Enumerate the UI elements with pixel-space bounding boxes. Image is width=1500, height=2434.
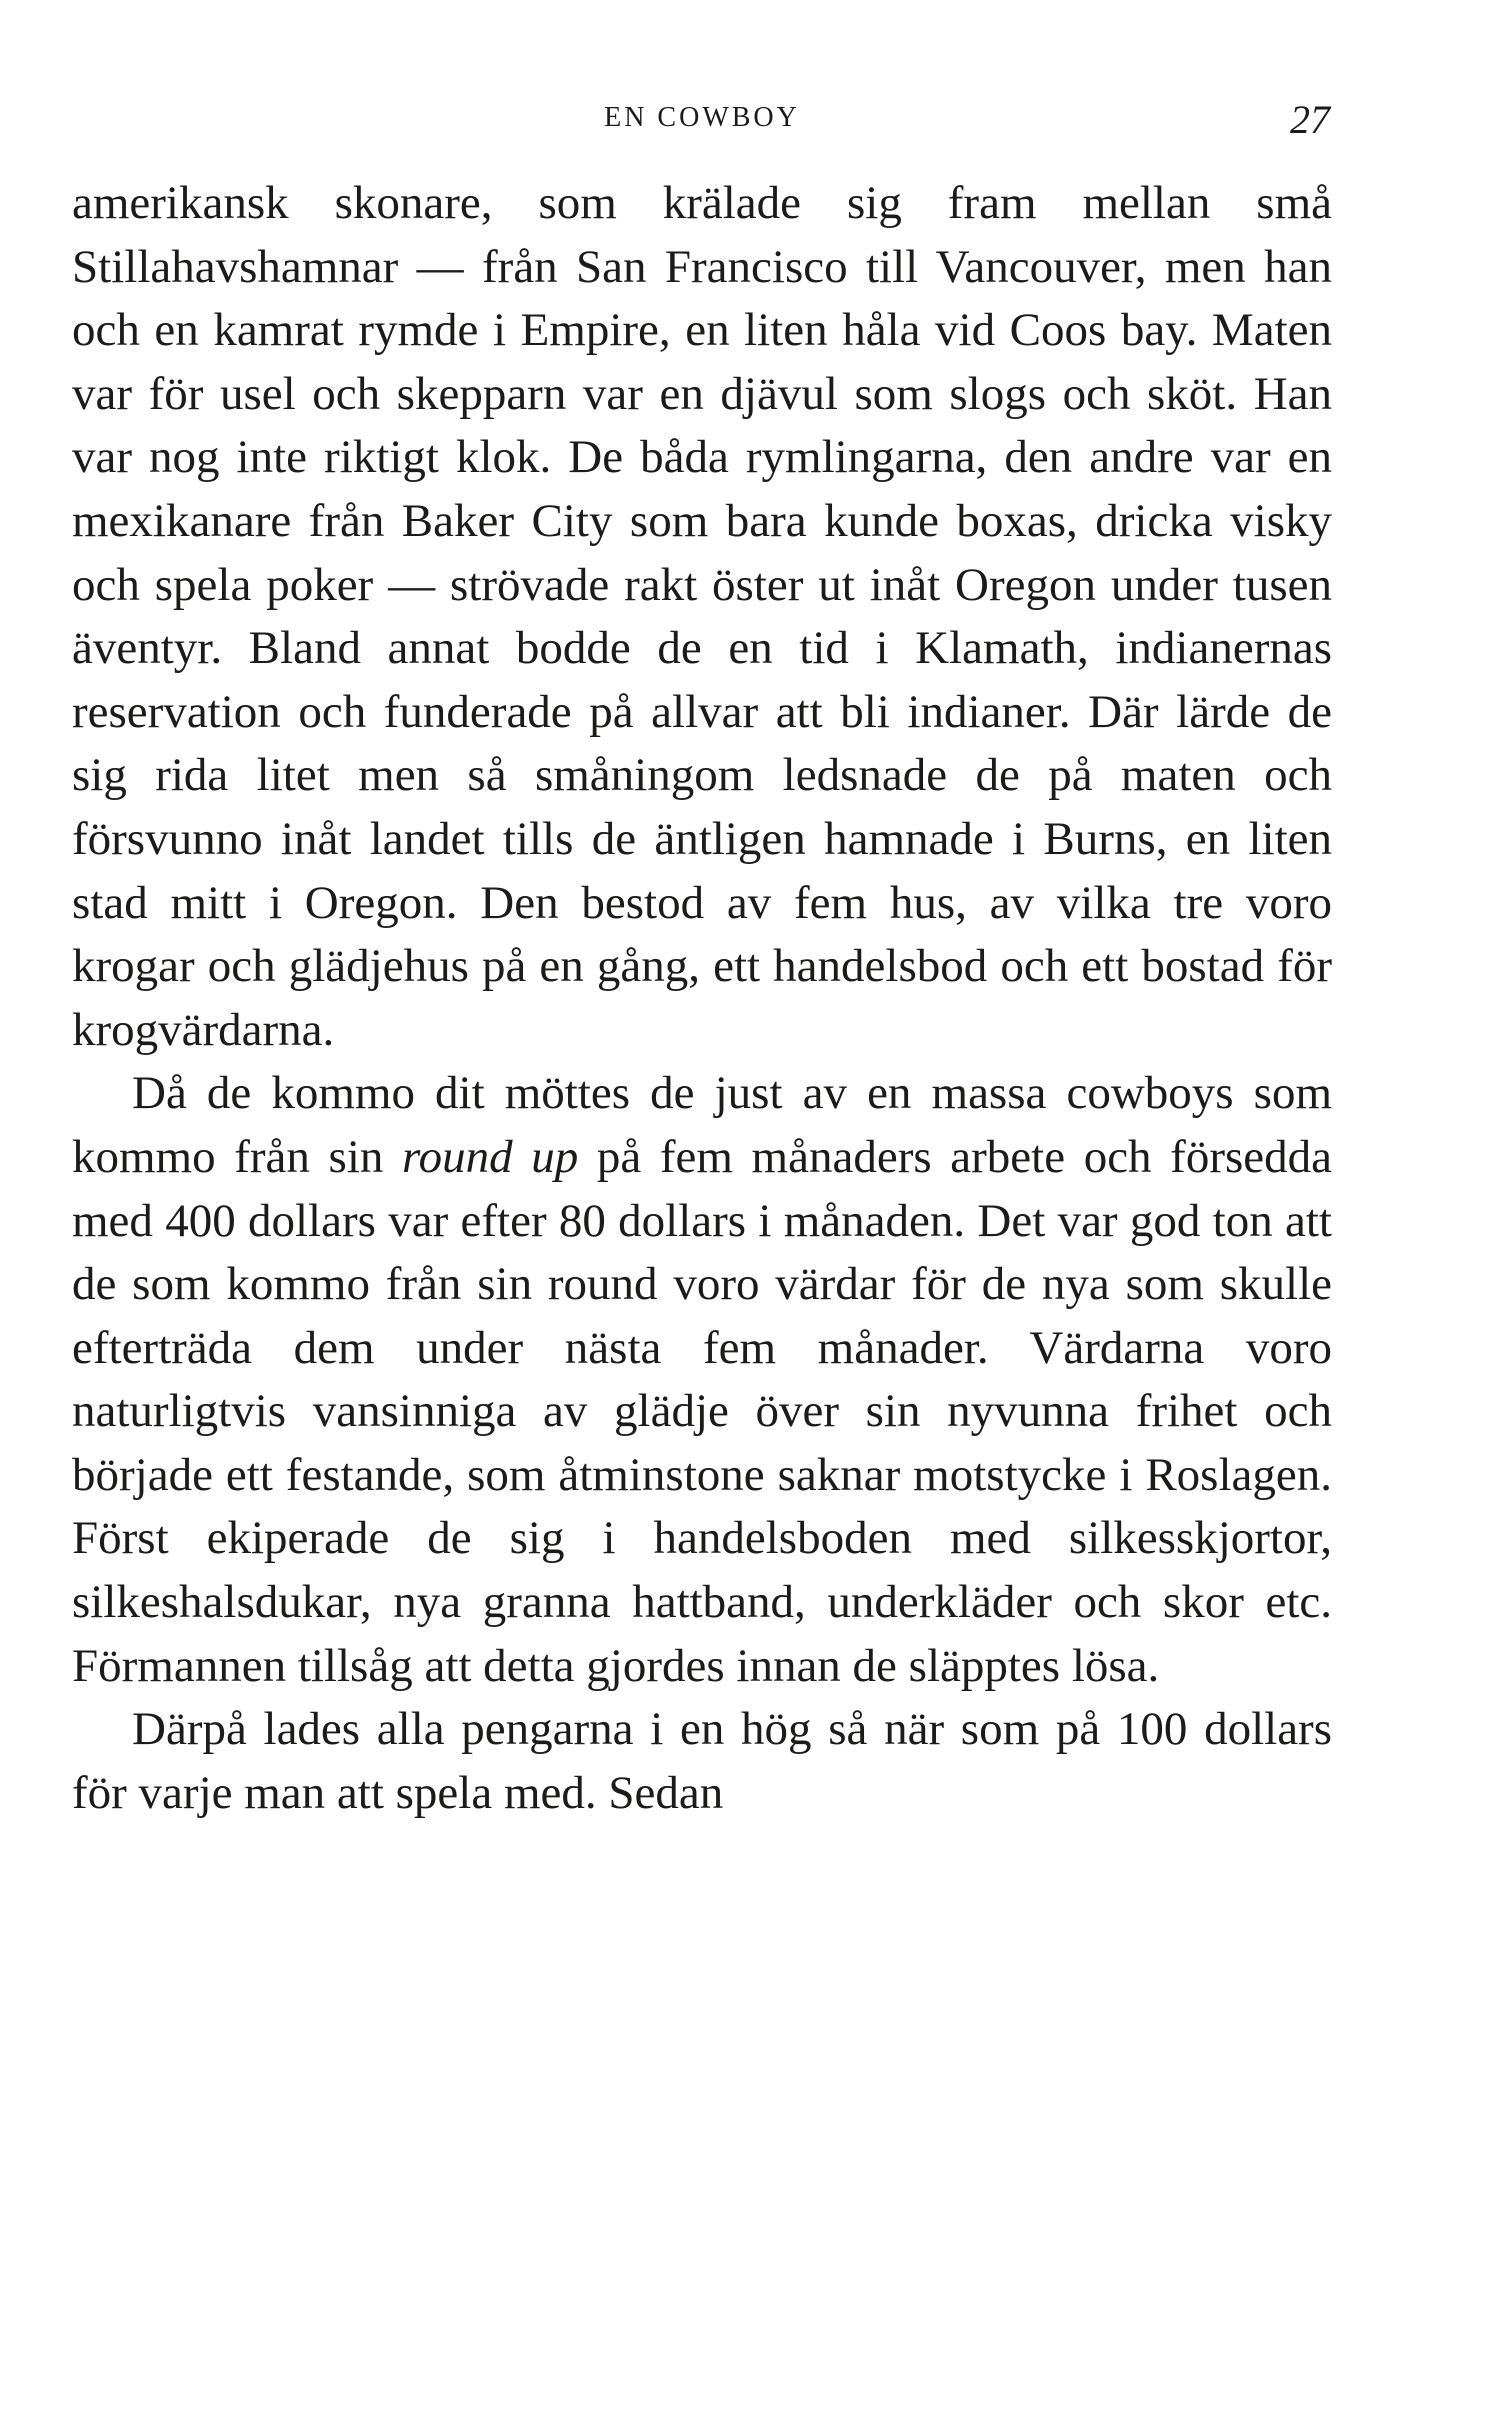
page-header bbox=[72, 97, 1332, 142]
italic-term-round-up: round up bbox=[402, 1130, 579, 1183]
paragraph-2 bbox=[72, 1062, 1332, 1698]
running-head: EN COWBOY bbox=[604, 102, 800, 133]
paragraph-3-text: Därpå lades alla pengarna i en hög så när som på 100 dollars för varje man att spela med. Sedan bbox=[72, 1703, 1332, 1819]
paragraph-3 bbox=[72, 1698, 1332, 1825]
paragraph-2-text-b: på fem månaders arbete och försedda med 400 dollars var efter 80 dollars i månaden. Det var god ton att de som kommo från sin round voro värdar för de nya som skulle efterträda dem under nästa fem månader. Värdarna voro naturligtvis vansinniga av glädje över sin nyvunna frihet och började ett festande, som åtminstone saknar motstycke i Roslagen. Först ekiperade de sig i handelsboden med silkesskjortor, silkeshalsdukar, nya granna hattband, underkläder och skor etc. Förmannen tillsåg att detta gjordes innan de släpptes lösa. bbox=[72, 1130, 1332, 1692]
paragraph-1 bbox=[72, 172, 1332, 1062]
page-number: 27 bbox=[1290, 97, 1330, 142]
body-text bbox=[72, 172, 1332, 1825]
paragraph-2-text-a: Då de kommo dit möttes de just av en massa cowboys som kommo från sin bbox=[72, 1067, 1332, 1183]
paragraph-1-text: amerikansk skonare, som krälade sig fram mellan små Stillahavshamnar — från San Francisco till Vancouver, men han och en kamrat rymde i Empire, en liten håla vid Coos bay. Maten var för usel och skepparn var en djävul som slogs och sköt. Han var nog inte riktigt klok. De båda rymlingarna, den andre var en mexikanare från Baker City som bara kunde boxas, dricka visky och spela poker — strövade rakt öster ut inåt Oregon under tusen äventyr. Bland annat bodde de en tid i Klamath, indianernas reservation och funderade på allvar att bli indianer. Där lärde de sig rida litet men så småningom ledsnade de på maten och försvunno inåt landet tills de äntligen hamnade i Burns, en liten stad mitt i Oregon. Den bestod av fem hus, av vilka tre voro krogar och glädjehus på en gång, ett handelsbod och ett bostad för krogvärdarna. bbox=[72, 177, 1332, 1056]
